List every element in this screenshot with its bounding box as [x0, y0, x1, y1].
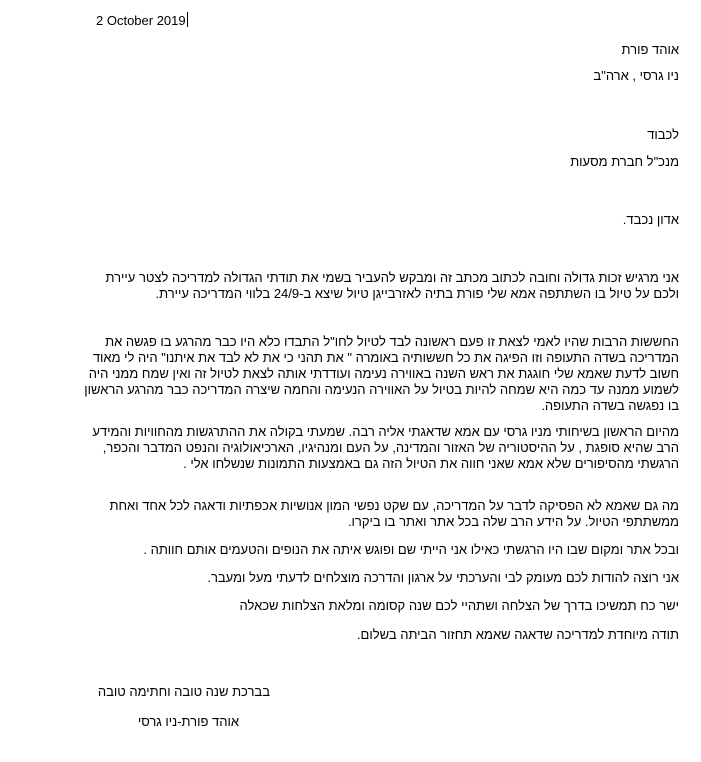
paragraph-4: מה גם שאמא לא הפסיקה לדבר על המדריכה, עם שקט נפשי המון אנושיות אכפתיות ודאגה לכל אחד ואחת ממשתתפי הטיול. על הידע הרב שלה בכל אתר ואתר בו ביקרו. [109, 498, 679, 529]
paragraph-7: ישר כח תמשיכו בדרך של הצלחה ושתהיי לכם שנה קסומה ומלאת הצלחות שכאלה [239, 598, 679, 613]
salutation: אדון נכבד. [622, 212, 679, 227]
signature: אוהד פורת-ניו גרסי [137, 714, 239, 729]
recipient-to: לכבוד [647, 127, 679, 142]
paragraph-8: תודה מיוחדת למדריכה שדאגה שאמא תחזור הביתה בשלום. [356, 627, 679, 642]
letter-date: 2 October 2019 [96, 13, 186, 28]
paragraph-3: מהיום הראשון בשיחותי מניו גרסי עם אמא שדאגתי אליה רבה. שמעתי בקולה את ההתרגשות מהחוויות והמידע הרב שהיא סופגת , על ההיסטוריה של האזור והמדינה, על העם ומנהיגיו, הארכיאולוגיה והנפט המדבר והכפר, הרגשתי מהסיפורים שלא אמא שאני חווה את הטיול הזה גם באמצעות התמונות שנשלחו אלי . [92, 424, 679, 471]
paragraph-6: אני רוצה להודות לכם מעומק לבי והערכתי על ארגון והדרכה מוצלחים לדעתי מעל ומעבר. [207, 570, 679, 585]
text-cursor [187, 12, 188, 27]
paragraph-2: החששות הרבות שהיו לאמי לצאת זו פעם ראשונה לבד לטיול לחו"ל התבדו כלא היו כבר מהרגע בו פגשה את המדריכה בשדה התעופה וזו הפיגה את כל חששותיה באומרה " את תהני כי את לא לבד את איתנו" היה לי מאוד חשוב לדעת שאמא שלי חוגגת את ראש השנה באווירה נעימה ועודדתי אותה לצאת לטיול זה ואין שמח ממני היה לשמוע ממנה עד כמה היא שמחה להיות בטיול על האווירה הנעימה והחמה שיצרה המדריכה כבר מהרגע הראשון בו נפגשה בשדה התעופה. [84, 334, 679, 413]
recipient-title: מנכ"ל חברת מסעות [570, 154, 679, 169]
date-line[interactable] [96, 12, 188, 28]
sender-name: אוהד פורת [621, 42, 679, 57]
paragraph-5: ובכל אתר ומקום שבו היו הרגשתי כאילו אני הייתי שם ופוגש איתה את הנופים והטעמים אותם חוותה . [143, 542, 679, 557]
closing-blessing: בברכת שנה טובה וחתימה טובה [97, 684, 270, 699]
paragraph-1: אני מרגיש זכות גדולה וחובה לכתוב מכתב זה ומבקש להעביר בשמי את תודתי הגדולה למדריכה לצטר עיירת ולכם על טיול בו השתתפה אמא שלי פורת בתיה לאזרבייגן טיול שיצא ב-24/9 בלווי המדריכה עיירת. [105, 270, 679, 301]
sender-address: ניו גרסי , ארה"ב [593, 68, 679, 83]
